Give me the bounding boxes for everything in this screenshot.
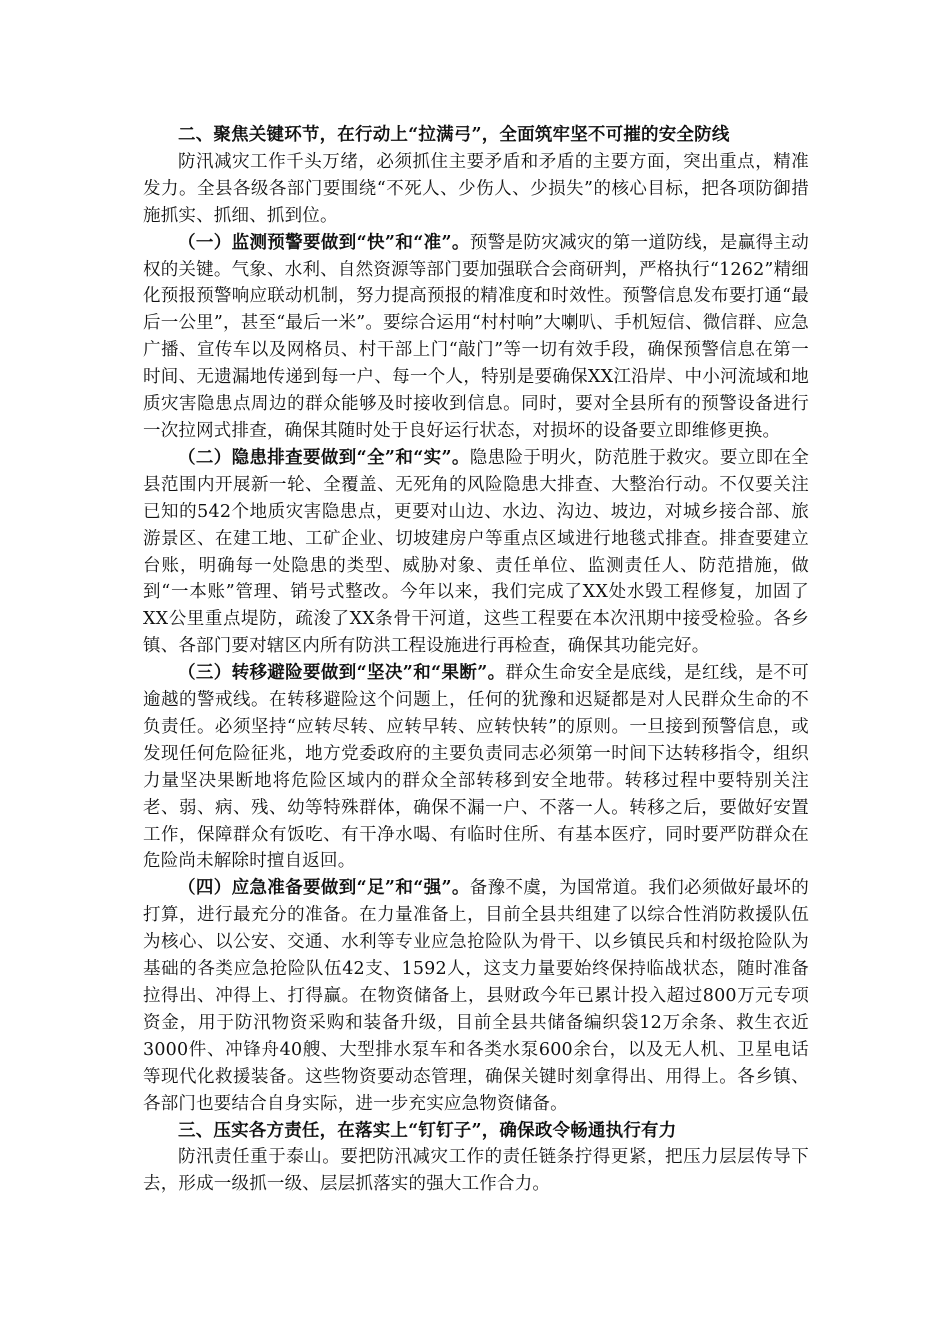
- body-hazard-inspection: 隐患险于明火，防范胜于救灾。要立即在全县范围内开展新一轮、全覆盖、无死角的风险隐患大排查、大整治行动。不仅要关注已知的542个地质灾害隐患点，更要对山边、水边、沟边、坡边，对城乡接合部、旅游景区、在建工地、工矿企业、切坡建房户等重点区域进行地毯式排查。排查要建立台账，明确每一处隐患的类型、威胁对象、责任单位、监测责任人、防范措施，做到“一本账”管理、销号式整改。今年以来，我们完成了XX处水毁工程修复，加固了XX公里重点堤防，疏浚了XX条骨干河道，这些工程要在本次汛期中接受检验。各乡镇、各部门要对辖区内所有防洪工程设施进行再检查，确保其功能完好。: [143, 447, 809, 657]
- paragraph-monitoring-warning: [143, 230, 809, 445]
- section-3-heading: 三、压实各方责任，在落实上“钉钉子”，确保政令畅通执行有力: [178, 1120, 677, 1141]
- body-evacuation: 群众生命安全是底线，是红线，是不可逾越的警戒线。在转移避险这个问题上，任何的犹豫和迟疑都是对人民群众生命的不负责任。必须坚持“应转尽转、应转早转、应转快转”的原则。一旦接到预警信息，或发现任何危险征兆，地方党委政府的主要负责同志必须第一时间下达转移指令，组织力量坚决果断地将危险区域内的群众全部转移到安全地带。转移过程中要特别关注老、弱、病、残、幼等特殊群体，确保不漏一户、不落一人。转移之后，要做好安置工作，保障群众有饭吃、有干净水喝、有临时住所、有基本医疗，同时要严防群众在危险尚未解除时擅自返回。: [143, 663, 809, 872]
- subheading-hazard-inspection: （二）隐患排查要做到“全”和“实”。: [178, 447, 470, 468]
- paragraph-hazard-inspection: [143, 445, 809, 660]
- paragraph-emergency-preparation: [143, 875, 809, 1117]
- document-page: [143, 122, 809, 1198]
- subheading-monitoring-warning: （一）监测预警要做到“快”和“准”。: [178, 232, 470, 253]
- body-emergency-preparation: 备豫不虞，为国常道。我们必须做好最坏的打算，进行最充分的准备。在力量准备上，目前全县共组建了以综合性消防救援队伍为核心、以公安、交通、水利等专业应急抢险队为骨干、以乡镇民兵和村级抢险队为基础的各类应急抢险队伍42支、1592人，这支力量要始终保持临战状态，随时准备拉得出、冲得上、打得赢。在物资储备上，县财政今年已累计投入超过800万元专项资金，用于防汛物资采购和装备升级，目前全县共储备编织袋12万余条、救生衣近3000件、冲锋舟40艘、大型排水泵车和各类水泵600余台，以及无人机、卫星电话等现代化救援装备。这些物资要动态管理，确保关键时刻拿得出、用得上。各乡镇、各部门也要结合自身实际，进一步充实应急物资储备。: [143, 878, 809, 1114]
- body-monitoring-warning: 预警是防灾减灾的第一道防线，是赢得主动权的关键。气象、水利、自然资源等部门要加强联合会商研判，严格执行“1262”精细化预报预警响应联动机制，努力提高预报的精准度和时效性。预警信息发布要打通“最后一公里”，甚至“最后一米”。要综合运用“村村响”大喇叭、手机短信、微信群、应急广播、宣传车以及网格员、村干部上门“敲门”等一切有效手段，确保预警信息在第一时间、无遗漏地传递到每一户、每一个人，特别是要确保XX江沿岸、中小河流域和地质灾害隐患点周边的群众能够及时接收到信息。同时，要对全县所有的预警设备进行一次拉网式排查，确保其随时处于良好运行状态，对损坏的设备要立即维修更换。: [143, 232, 809, 441]
- subheading-emergency-preparation: （四）应急准备要做到“足”和“强”。: [178, 878, 470, 899]
- section-2-heading: 二、聚焦关键环节，在行动上“拉满弓”，全面筑牢坚不可摧的安全防线: [178, 125, 730, 145]
- subheading-evacuation: （三）转移避险要做到“坚决”和“果断”。: [178, 663, 506, 684]
- section-3-intro: 防汛责任重于泰山。要把防汛减灾工作的责任链条拧得更紧，把压力层层传导下去，形成一级抓一级、层层抓落实的强大工作合力。: [143, 1147, 809, 1195]
- section-2-intro: 防汛减灾工作千头万绪，必须抓住主要矛盾和矛盾的主要方面，突出重点，精准发力。全县各级各部门要围绕“不死人、少伤人、少损失”的核心目标，把各项防御措施抓实、抓细、抓到位。: [143, 151, 809, 226]
- paragraph-evacuation: [143, 660, 809, 875]
